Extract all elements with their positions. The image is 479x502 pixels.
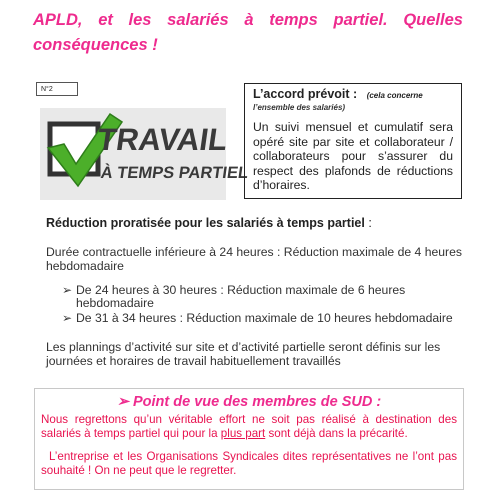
number-box: N°2: [36, 82, 78, 96]
reduction-bullet-list: [62, 284, 462, 327]
accord-note: (cela concerne: [366, 91, 423, 100]
reduction-paragraph-1: Durée contractuelle inférieure à 24 heures : Réduction maximale de 4 heures hebdomadaire: [46, 245, 462, 273]
sud-paragraph-2: L’entreprise et les Organisations Syndicales dites représentatives ne l’ont pas souhaité ! On ne peut que le regretter.: [41, 450, 457, 477]
travail-temps-partiel-logo: [40, 108, 250, 200]
list-item: [62, 284, 462, 310]
logo-line-2: À TEMPS PARTIEL: [99, 163, 250, 182]
sud-heading: ➢ Point de vue des membres de SUD :: [116, 394, 382, 410]
accord-heading: [253, 87, 453, 103]
list-item-text: De 24 heures à 30 heures : Réduction maximale de 6 heures hebdomadaire: [76, 283, 406, 310]
accord-subnote: l’ensemble des salariés): [253, 103, 346, 112]
accord-box: [244, 83, 462, 199]
title-word: APLD,: [33, 11, 83, 29]
sud-underlined-text: plus part: [220, 426, 266, 440]
title-word: Quelles: [403, 11, 463, 29]
sud-body: [41, 413, 457, 477]
title-word: temps: [269, 11, 318, 29]
arrow-bullet-icon: ➢: [62, 283, 73, 297]
title-line-2: conséquences !: [33, 36, 158, 54]
title-word: à: [244, 11, 254, 29]
title-word: et: [98, 11, 113, 29]
reduction-heading-colon: :: [364, 216, 372, 230]
title-word: salariés: [167, 11, 229, 29]
reduction-heading: [46, 216, 372, 230]
list-item: [62, 312, 462, 325]
arrow-bullet-icon: ➢: [62, 311, 73, 325]
reduction-heading-text: Réduction proratisée pour les salariés à temps partiel: [46, 216, 365, 230]
sud-text: Nous regrettons qu’un véritable effort ne soit pas réalisé à destination des salariés à temps partiel qui pour la: [41, 413, 457, 440]
sud-text: sont déjà dans la précarité.: [265, 426, 408, 440]
title-word: partiel.: [333, 11, 388, 29]
page-title: [33, 8, 463, 58]
title-line-1: [33, 8, 463, 33]
reduction-paragraph-2: Les plannings d’activité sur site et d’activité partielle seront définis sur les journées et horaires de travail habituellement travaillés: [46, 340, 441, 368]
checkmark-logo-icon: [40, 108, 250, 200]
accord-heading-text: L’accord prévoit :: [253, 87, 358, 101]
sud-opinion-box: [34, 388, 464, 490]
title-word: les: [128, 11, 152, 29]
accord-body: Un suivi mensuel et cumulatif sera opéré site par site et collaborateur / collaborateurs pour s’assurer du respect des plafonds de réductions d’horaires.: [253, 120, 453, 192]
list-item-text: De 31 à 34 heures : Réduction maximale de 10 heures hebdomadaire: [76, 311, 453, 325]
logo-line-1: TRAVAIL: [95, 122, 230, 157]
